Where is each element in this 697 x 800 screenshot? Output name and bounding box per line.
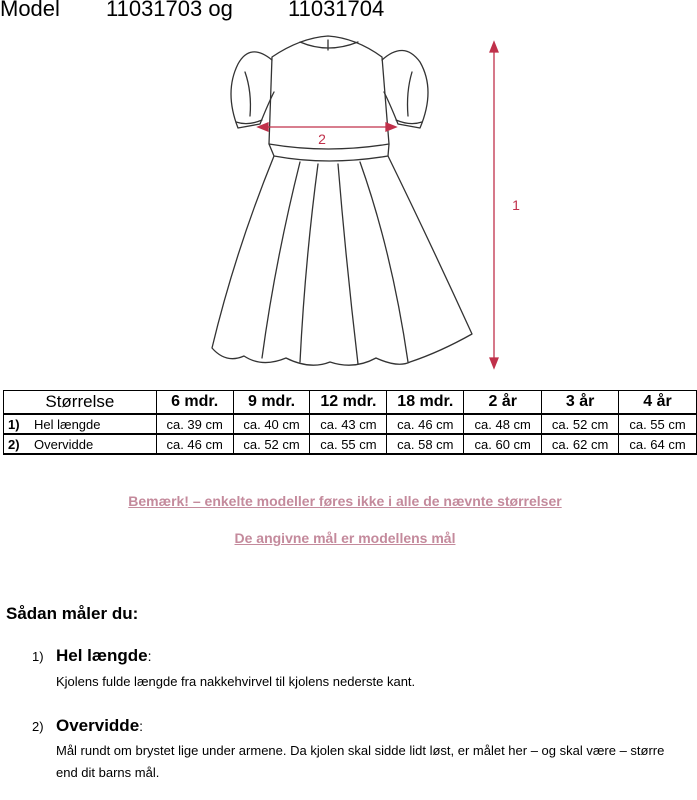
table-cell: ca. 39 cm [156,414,233,434]
table-cell: ca. 48 cm [464,414,542,434]
page-header [0,0,384,22]
row-label [4,414,157,434]
instruction-number: 1) [32,649,44,664]
instruction-text-length: Kjolens fulde længde fra nakkehvirvel til kjolens nederste kant. [56,674,416,689]
table-cell: ca. 64 cm [619,434,697,454]
table-cell: ca. 62 cm [542,434,619,454]
instruction-title: Hel længde [56,646,148,665]
dress-right-sleeve [382,50,428,128]
table-cell: ca. 46 cm [387,414,464,434]
table-cell: ca. 52 cm [542,414,619,434]
size-header: 3 år [542,391,619,415]
length-measure-label: 1 [512,197,520,213]
table-cell: ca. 55 cm [619,414,697,434]
row-number: 1) [8,416,20,432]
size-header: 2 år [464,391,542,415]
row-title: Hel længde [34,416,101,432]
size-header: 12 mdr. [310,391,387,415]
chest-measure-label: 2 [318,131,326,147]
table-cell: ca. 60 cm [464,434,542,454]
table-cell: ca. 43 cm [310,414,387,434]
size-header: 18 mdr. [387,391,464,415]
table-cell: ca. 46 cm [156,434,233,454]
row-label [4,434,157,454]
instruction-title: Overvidde [56,716,140,735]
dress-diagram [0,32,560,382]
note-sizes-availability: Bemærk! – enkelte modeller føres ikke i alle de nævnte størrelser [128,493,562,509]
row-title: Overvidde [34,436,94,452]
row-number: 2) [8,436,20,452]
model-label: Model [0,0,60,21]
model-number-1: 11031703 og [106,0,233,21]
dress-bodice [269,36,389,149]
table-cell: ca. 58 cm [387,434,464,454]
instructions-heading: Sådan måler du: [6,604,139,623]
size-table-header-row [4,391,697,415]
note-model-measurements: De angivne mål er modellens mål [234,530,456,546]
table-row [4,414,697,434]
instruction-text-chest: Mål rundt om brystet lige under armene. Da kjolen skal sidde lidt løst, er målet her – og skal være – større end dit barns mål. [56,743,665,780]
dress-skirt [212,156,472,365]
instruction-item-length: 1) Hel længde: [32,646,152,665]
model-number-2: 11031704 [288,0,385,21]
table-cell: ca. 52 cm [233,434,310,454]
table-cell: ca. 40 cm [233,414,310,434]
table-row [4,434,697,454]
size-header: 9 mdr. [233,391,310,415]
dress-left-sleeve [231,52,274,128]
table-cell: ca. 55 cm [310,434,387,454]
instruction-item-chest: 2) Overvidde: [32,716,144,735]
size-header: 6 mdr. [156,391,233,415]
size-header: 4 år [619,391,697,415]
instruction-number: 2) [32,719,44,734]
dress-neckline [300,42,358,48]
size-header-label: Størrelse [4,391,157,415]
size-table [3,390,697,455]
